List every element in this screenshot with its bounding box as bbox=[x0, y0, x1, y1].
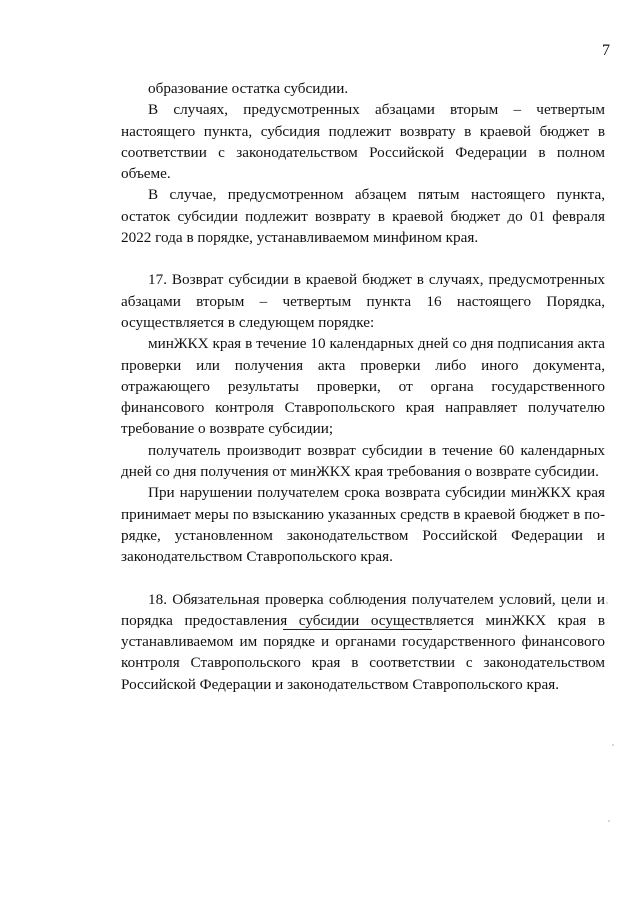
end-line bbox=[283, 629, 432, 630]
paragraph-item-18: 18. Обязательная проверка соблюдения получателем условий, цели и порядка предоставления субсидии осуществляется минЖКХ края в устанавливаемом им порядке и органами государственного финансового контроля Ставропольского края в соответствии с законодательством Российской Федерации и законодательством Ставропольского края. bbox=[121, 590, 605, 693]
scan-speck bbox=[606, 602, 608, 604]
paragraph-recipient-refund: получатель производит возврат субсидии в течение 60 календарных дней со дня получения от минЖКХ края требования о возврате субсидии. bbox=[121, 441, 605, 481]
scan-speck bbox=[608, 820, 610, 822]
paragraph-ministry-demand: минЖКХ края в течение 10 календарных дней со дня подписания акта проверки или получения акта проверки либо иного документа, отражающего результаты проверки, от органа государственного финансового контроля Ставропольского края направляет получателю требование о возврате субсидии; bbox=[121, 335, 605, 438]
scan-speck bbox=[612, 744, 614, 746]
paragraph-violation-measures: При нарушении получателем срока возврата субсидии минЖКХ края принимает меры по взысканию указанных средств в краевой бюджет в порядке, установленном законодательством Российской Федерации и законодательством Ставропольского края. bbox=[121, 484, 605, 566]
paragraph-item-17: 17. Возврат субсидии в краевой бюджет в случаях, предусмотренных абзацами вторым – четвертым пункта 16 настоящего Порядка, осуществляется в следующем порядке: bbox=[121, 271, 605, 331]
paragraph-remainder-refund: В случае, предусмотренном абзацем пятым настоящего пункта, остаток субсидии подлежит возврату в краевой бюджет до 01 февраля 2022 года в порядке, устанавливаемом минфином края. bbox=[121, 186, 605, 247]
document-body bbox=[121, 78, 605, 695]
paragraph-full-refund: В случаях, предусмотренных абзацами вторым – четвертым настоящего пункта, субсидия подлежит возврату в краевой бюджет в соответствии с законодательством Российской Федерации в полном объеме. bbox=[121, 101, 605, 183]
page-number: 7 bbox=[602, 42, 610, 59]
paragraph-subsidy-remainder: образование остатка субсидии. bbox=[148, 80, 349, 97]
